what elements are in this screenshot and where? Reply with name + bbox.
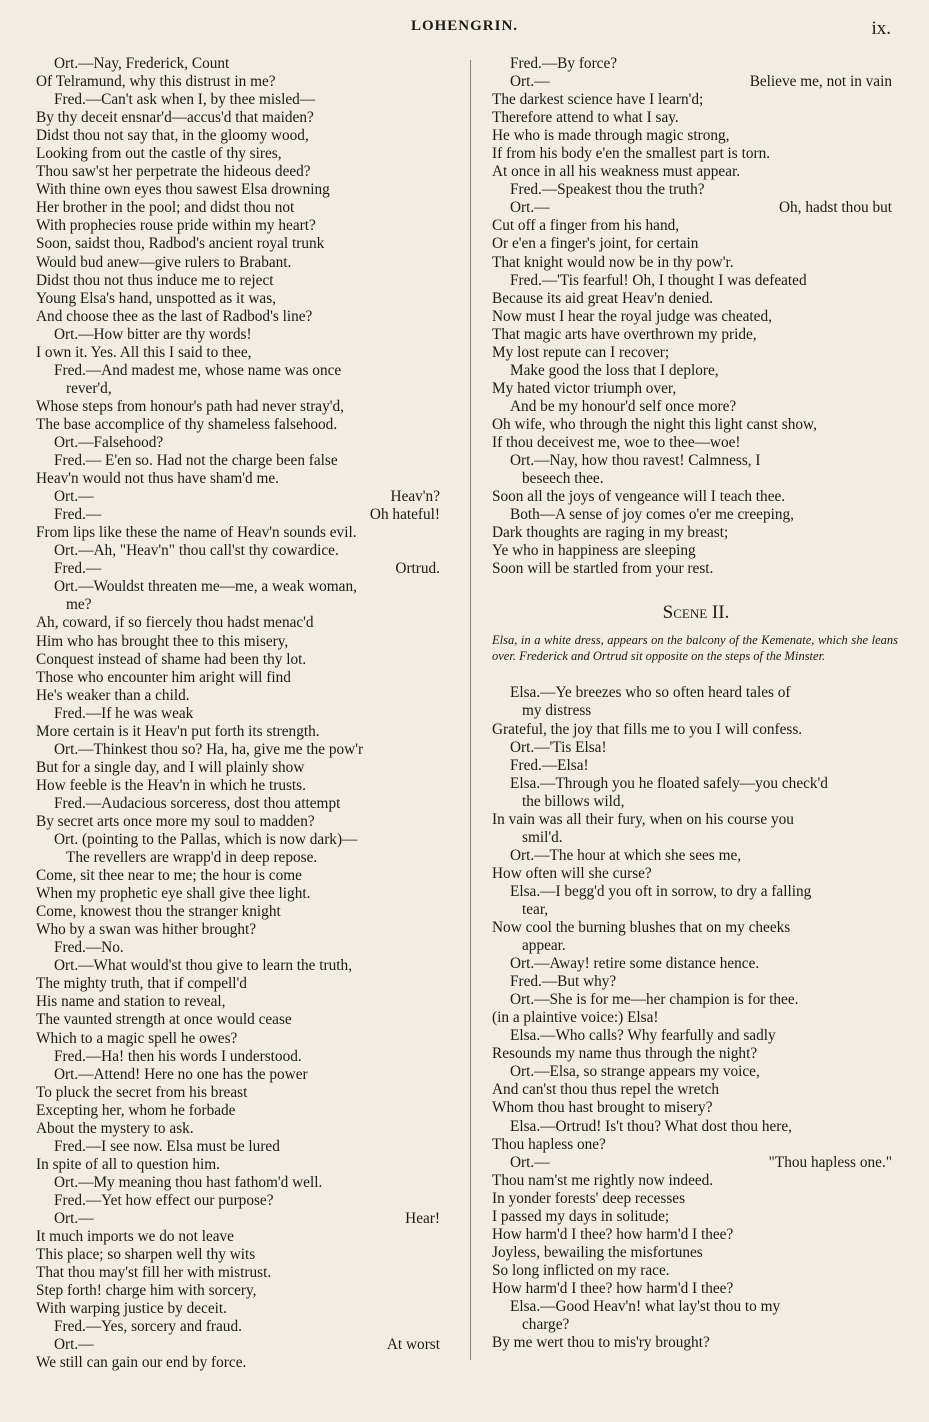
verse-line: At once in all his weakness must appear. [492, 163, 741, 181]
speaker-tag: Fred.— [54, 506, 102, 524]
right-column-dialogue-bottom [492, 684, 900, 1352]
verse-line: Or e'en a finger's joint, for certain [492, 235, 699, 253]
verse-line: Now must I hear the royal judge was cheated, [492, 307, 772, 325]
verse-line: Joyless, bewailing the misfortunes [492, 1243, 703, 1261]
verse-line [492, 73, 900, 91]
verse-line: Fred.—Yet how effect our purpose? [54, 1191, 274, 1209]
verse-line: By thy deceit ensnar'd—accus'd that maiden? [36, 109, 314, 127]
verse-line: Now cool the burning blushes that on my cheeks [492, 919, 791, 937]
verse-line: How harm'd I thee? how harm'd I thee? [492, 1279, 734, 1297]
verse-line: My hated victor triumph over, [492, 379, 677, 397]
verse-line: Whose steps from honour's path had never stray'd, [36, 397, 344, 415]
verse-line: Thou hapless one? [492, 1135, 606, 1153]
verse-line: Ort. (pointing to the Pallas, which is now dark)— [54, 831, 358, 849]
verse-line: Ort.—Nay, Frederick, Count [54, 55, 230, 72]
verse-line: Fred.—Elsa! [510, 756, 589, 774]
verse-line: When my prophetic eye shall give thee light. [36, 885, 311, 903]
verse-line: He's weaker than a child. [36, 686, 190, 704]
verse-line: Oh wife, who through the night this light canst show, [492, 415, 817, 433]
verse-line [36, 506, 448, 524]
verse-line: Would bud anew—give rulers to Brabant. [36, 253, 292, 271]
verse-line: With thine own eyes thou sawest Elsa drowning [36, 181, 330, 199]
verse-line: Soon will be startled from your rest. [492, 560, 714, 578]
line-text: Heav'n? [390, 488, 440, 506]
speaker-tag: Ort.— [510, 1153, 550, 1171]
verse-line: His name and station to reveal, [36, 993, 226, 1011]
verse-line: I passed my days in solitude; [492, 1207, 670, 1225]
speaker-tag: Ort.— [54, 1336, 94, 1354]
verse-line [492, 199, 900, 217]
verse-line: If thou deceivest me, woe to thee—woe! [492, 433, 741, 451]
verse-line: beseech thee. [522, 470, 604, 488]
right-column [492, 55, 900, 1352]
scene-heading: Scene II. [662, 602, 730, 624]
verse-line: tear, [522, 900, 549, 918]
verse-line: And choose thee as the last of Radbod's line? [36, 307, 313, 325]
speaker-tag: Ort.— [510, 199, 550, 217]
verse-line: My lost repute can I recover; [492, 343, 670, 361]
line-text: "Thou hapless one." [768, 1153, 892, 1171]
verse-line: Thou saw'st her perpetrate the hideous deed? [36, 163, 311, 181]
verse-line: With warping justice by deceit. [36, 1300, 227, 1318]
verse-line: Him who has brought thee to this misery, [36, 632, 289, 650]
speaker-tag: Fred.— [54, 560, 102, 578]
verse-line: That magic arts have overthrown my pride, [492, 325, 757, 343]
verse-line: Make good the loss that I deplore, [510, 361, 719, 379]
verse-line: Elsa.—Ye breezes who so often heard tales of [510, 684, 791, 702]
verse-line: Ort.—Wouldst threaten me—me, a weak woman, [54, 578, 357, 596]
verse-line: Excepting her, whom he forbade [36, 1101, 236, 1119]
verse-line: We still can gain our end by force. [36, 1354, 247, 1372]
speaker-tag: Ort.— [54, 488, 94, 506]
verse-line: This place; so sharpen well thy wits [36, 1246, 256, 1264]
verse-line: Elsa.—Good Heav'n! what lay'st thou to my [510, 1298, 781, 1315]
verse-line: Ort.—Ah, "Heav'n" thou call'st thy cowardice. [54, 542, 339, 560]
verse-line: Resounds my name thus through the night? [492, 1045, 758, 1063]
verse-line: Thou nam'st me rightly now indeed. [492, 1171, 714, 1189]
line-text: Hear! [405, 1210, 440, 1227]
verse-line: But for a single day, and I will plainly show [36, 758, 305, 776]
verse-line: Step forth! charge him with sorcery, [36, 1282, 257, 1300]
verse-line: Whom thou hast brought to misery? [492, 1099, 713, 1117]
verse-line: the billows wild, [522, 792, 625, 810]
verse-line: Fred.—By force? [510, 55, 618, 72]
verse-line: Ort.—She is for me—her champion is for thee. [510, 991, 799, 1009]
verse-line: Ort.—How bitter are thy words! [54, 325, 252, 343]
verse-line: The revellers are wrapp'd in deep repose. [66, 849, 318, 867]
verse-line: Of Telramund, why this distrust in me? [36, 73, 276, 91]
verse-line: I own it. Yes. All this I said to thee, [36, 343, 252, 361]
verse-line: Fred.—'Tis fearful! Oh, I thought I was defeated [510, 271, 807, 289]
stage-direction: Elsa, in a white dress, appears on the balcony of the Kemenate, which she leans over. Frederick and Ortrud sit opposite on the steps of the Minster. [492, 633, 898, 664]
line-text: Oh hateful! [369, 506, 440, 524]
left-column [36, 55, 448, 1372]
verse-line: Fred.—Audacious sorceress, dost thou attempt [54, 794, 341, 812]
verse-line: Fred.—If he was weak [54, 704, 194, 722]
verse-line: In yonder forests' deep recesses [492, 1189, 686, 1207]
column-divider [470, 60, 471, 1360]
verse-line: About the mystery to ask. [36, 1119, 194, 1137]
verse-line: me? [66, 596, 92, 614]
verse-line: Come, sit thee near to me; the hour is come [36, 867, 302, 885]
verse-line: Ort.—'Tis Elsa! [510, 738, 607, 756]
verse-line: That knight would now be in thy pow'r. [492, 253, 734, 271]
verse-line: In vain was all their fury, when on his course you [492, 810, 794, 828]
verse-line: Ort.—Falsehood? [54, 433, 164, 451]
verse-line: Dark thoughts are raging in my breast; [492, 524, 729, 542]
line-text: Ortrud. [395, 560, 440, 578]
line-text: At worst [386, 1336, 440, 1354]
verse-line: Therefore attend to what I say. [492, 109, 679, 127]
verse-line: In spite of all to question him. [36, 1155, 220, 1173]
verse-line: Looking from out the castle of thy sires, [36, 145, 282, 163]
verse-line: With prophecies rouse pride within my heart? [36, 217, 316, 235]
verse-line [492, 1154, 900, 1172]
verse-line: Ort.—The hour at which she sees me, [510, 846, 742, 864]
verse-line: Fred.—I see now. Elsa must be lured [54, 1137, 280, 1155]
right-column-dialogue-top [492, 55, 900, 578]
verse-line: Fred.—But why? [510, 973, 617, 991]
verse-line: appear. [522, 937, 566, 955]
verse-line: Fred.—Speakest thou the truth? [510, 181, 705, 199]
verse-line: rever'd, [66, 379, 112, 397]
verse-line: charge? [522, 1316, 570, 1334]
verse-line: The mighty truth, that if compell'd [36, 975, 247, 993]
verse-line: Ort.—Nay, how thou ravest! Calmness, I [510, 452, 761, 470]
verse-line: Heav'n would not thus have sham'd me. [36, 470, 279, 488]
verse-line: The vaunted strength at once would cease [36, 1011, 292, 1029]
verse-line: He who is made through magic strong, [492, 127, 730, 145]
verse-line: Elsa.—I begg'd you oft in sorrow, to dry a falling [510, 882, 812, 900]
page-number: ix. [871, 18, 891, 39]
verse-line: Fred.— E'en so. Had not the charge been false [54, 452, 338, 470]
verse-line: Which to a magic spell he owes? [36, 1029, 238, 1047]
verse-line: Grateful, the joy that fills me to you I will confess. [492, 720, 803, 738]
verse-line: Ort.—Elsa, so strange appears my voice, [510, 1063, 760, 1081]
verse-line: Ah, coward, if so fiercely thou hadst menac'd [36, 614, 314, 632]
verse-line: From lips like these the name of Heav'n sounds evil. [36, 524, 357, 542]
verse-line: Didst thou not say that, in the gloomy wood, [36, 127, 309, 145]
verse-line: Young Elsa's hand, unspotted as it was, [36, 289, 276, 307]
verse-line: How often will she curse? [492, 864, 652, 882]
verse-line: Ort.—What would'st thou give to learn the truth, [54, 957, 353, 975]
verse-line: Who by a swan was hither brought? [36, 921, 257, 939]
verse-line: How feeble is the Heav'n in which he trusts. [36, 776, 306, 794]
verse-line: And can'st thou thus repel the wretch [492, 1081, 720, 1099]
verse-line: Conquest instead of shame had been thy lot. [36, 650, 307, 668]
verse-line: By secret arts once more my soul to madden? [36, 812, 315, 830]
verse-line: To pluck the secret from his breast [36, 1083, 248, 1101]
verse-line: Fred.—No. [54, 939, 124, 957]
verse-line: If from his body e'en the smallest part is torn. [492, 145, 771, 163]
verse-line: Soon all the joys of vengeance will I teach thee. [492, 488, 786, 506]
running-title: LOHENGRIN. [410, 18, 519, 34]
verse-line: Elsa.—Through you he floated safely—you check'd [510, 774, 828, 792]
verse-line: Ye who in happiness are sleeping [492, 542, 696, 560]
verse-line: The base accomplice of thy shameless falsehood. [36, 415, 338, 433]
page-header [0, 18, 929, 42]
verse-line: Ort.—My meaning thou hast fathom'd well. [54, 1173, 323, 1191]
verse-line: Elsa.—Who calls? Why fearfully and sadly [510, 1027, 776, 1045]
verse-line: Fred.—Yes, sorcery and fraud. [54, 1318, 242, 1336]
verse-line: Fred.—Ha! then his words I understood. [54, 1047, 302, 1065]
verse-line: So long inflicted on my race. [492, 1261, 670, 1279]
verse-line: Come, knowest thou the stranger knight [36, 903, 281, 921]
verse-line: How harm'd I thee? how harm'd I thee? [492, 1225, 734, 1243]
verse-line: That thou may'st fill her with mistrust. [36, 1264, 272, 1282]
verse-line [36, 488, 448, 506]
verse-line: By me wert thou to mis'ry brought? [492, 1334, 710, 1352]
verse-line: Elsa.—Ortrud! Is't thou? What dost thou here, [510, 1117, 793, 1135]
line-text: Believe me, not in vain [749, 73, 892, 91]
verse-line: Both—A sense of joy comes o'er me creeping, [510, 506, 794, 524]
line-text: Oh, hadst thou but [778, 199, 892, 217]
verse-line: Those who encounter him aright will find [36, 668, 291, 686]
verse-line: smil'd. [522, 828, 563, 846]
verse-line: Fred.—And madest me, whose name was once [54, 361, 342, 379]
verse-line: Didst thou not thus induce me to reject [36, 271, 274, 289]
verse-line: Soon, saidst thou, Radbod's ancient royal trunk [36, 235, 325, 253]
speaker-tag: Ort.— [54, 1210, 94, 1227]
verse-line [36, 560, 448, 578]
verse-line: Because its aid great Heav'n denied. [492, 289, 714, 307]
verse-line: Her brother in the pool; and didst thou not [36, 199, 295, 217]
verse-line: It much imports we do not leave [36, 1228, 234, 1246]
verse-line: More certain is it Heav'n put forth its strength. [36, 722, 320, 740]
verse-line: Ort.—Away! retire some distance hence. [510, 955, 760, 973]
speaker-tag: Ort.— [510, 73, 550, 91]
verse-line: Ort.—Thinkest thou so? Ha, ha, give me the pow'r [54, 740, 364, 758]
verse-line: Fred.—Can't ask when I, by thee misled— [54, 91, 316, 109]
verse-line: Cut off a finger from his hand, [492, 217, 680, 235]
verse-line [36, 1336, 448, 1354]
verse-line: my distress [522, 702, 592, 720]
verse-line [36, 1210, 448, 1228]
verse-line: The darkest science have I learn'd; [492, 91, 704, 109]
verse-line: And be my honour'd self once more? [510, 397, 737, 415]
verse-line: Ort.—Attend! Here no one has the power [54, 1065, 308, 1083]
verse-line: (in a plaintive voice:) Elsa! [492, 1009, 659, 1027]
